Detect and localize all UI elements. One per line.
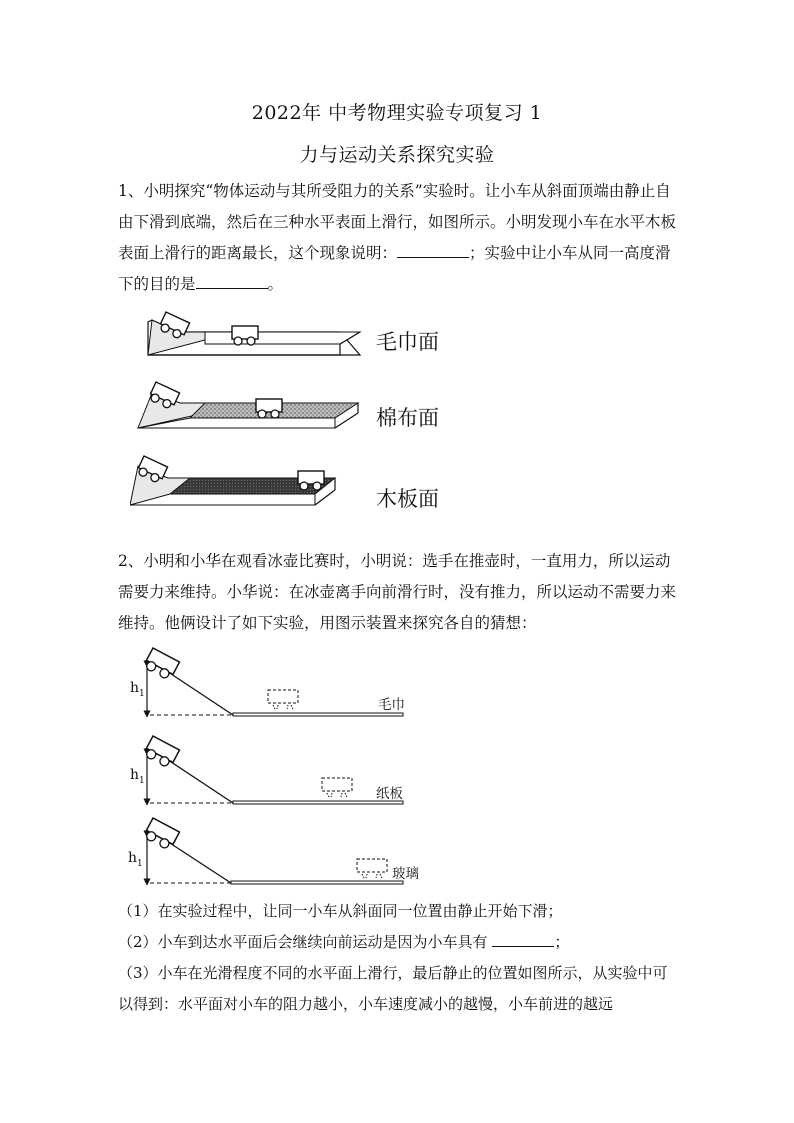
surface-label-wood: 木板面 [376, 487, 439, 511]
page-subtitle: 力与运动关系探究实验 [299, 144, 495, 166]
page-title: 2022年 中考物理实验专项复习 1 [251, 102, 543, 124]
experiment-towel [143, 648, 403, 716]
experiment-paperboard [143, 736, 403, 804]
height-label: $h_1$ [130, 767, 145, 786]
question-1-text-a: 1、小明探究“物体运动与其所受阻力的关系”实验时。让小车从斜面顶端由静止自由下滑到底端，然后在三种水平表面上滑行，如图所示。小明发现小车在水平木板表面上滑行的距离最长，这个现象说明： [118, 182, 677, 262]
answer-blank [492, 930, 554, 947]
question-2-part-3: （3）小车在光滑程度不同的水平面上滑行，最后静止的位置如图所示，从实验中可以得到：水平面对小车的阻力越小，小车速度减小的越慢，小车前进的越远 [118, 964, 668, 1013]
ramp-wood [130, 456, 335, 505]
question-2-part-2: （2）小车到达水平面后会继续向前运动是因为小车具有 ； [118, 927, 678, 958]
ramp-towel [148, 312, 360, 355]
question-1-text-c: 。 [267, 275, 284, 293]
surface-label-paperboard: 纸板 [376, 786, 403, 802]
question-1 [118, 176, 678, 300]
incline-figure-2 [115, 640, 415, 890]
surface-label-glass: 玻璃 [392, 866, 419, 882]
surface-label-cotton: 棉布面 [376, 406, 439, 430]
cart-stop-position [322, 778, 352, 797]
ramp-cotton [138, 382, 358, 428]
question-2-part-1: （1）在实验过程中，让同一小车从斜面同一位置由静止开始下滑； [118, 902, 563, 920]
answer-blank [397, 241, 469, 258]
cart-stop-position [268, 690, 298, 709]
surface-label-towel: 毛巾 [378, 697, 405, 713]
height-label: $h_1$ [130, 680, 145, 699]
experiment-glass [143, 818, 403, 884]
cart-stop-position [357, 859, 387, 878]
height-label: $h_1$ [128, 850, 143, 869]
question-2: 2、小明和小华在观看冰壶比赛时，小明说：选手在推壶时，一直用力，所以运动需要力来维持。小华说：在冰壶离手向前滑行时，没有推力，所以运动不需要力来维持。他俩设计了如下实验，用图示装置来探究各自的猜想： [118, 552, 677, 632]
question-1-text-b: ；实验中让小车从同一高度滑下的目的是 [118, 244, 671, 293]
ramp-figure-1 [130, 300, 370, 520]
surface-label-towel: 毛巾面 [376, 330, 439, 354]
answer-blank [196, 272, 268, 289]
